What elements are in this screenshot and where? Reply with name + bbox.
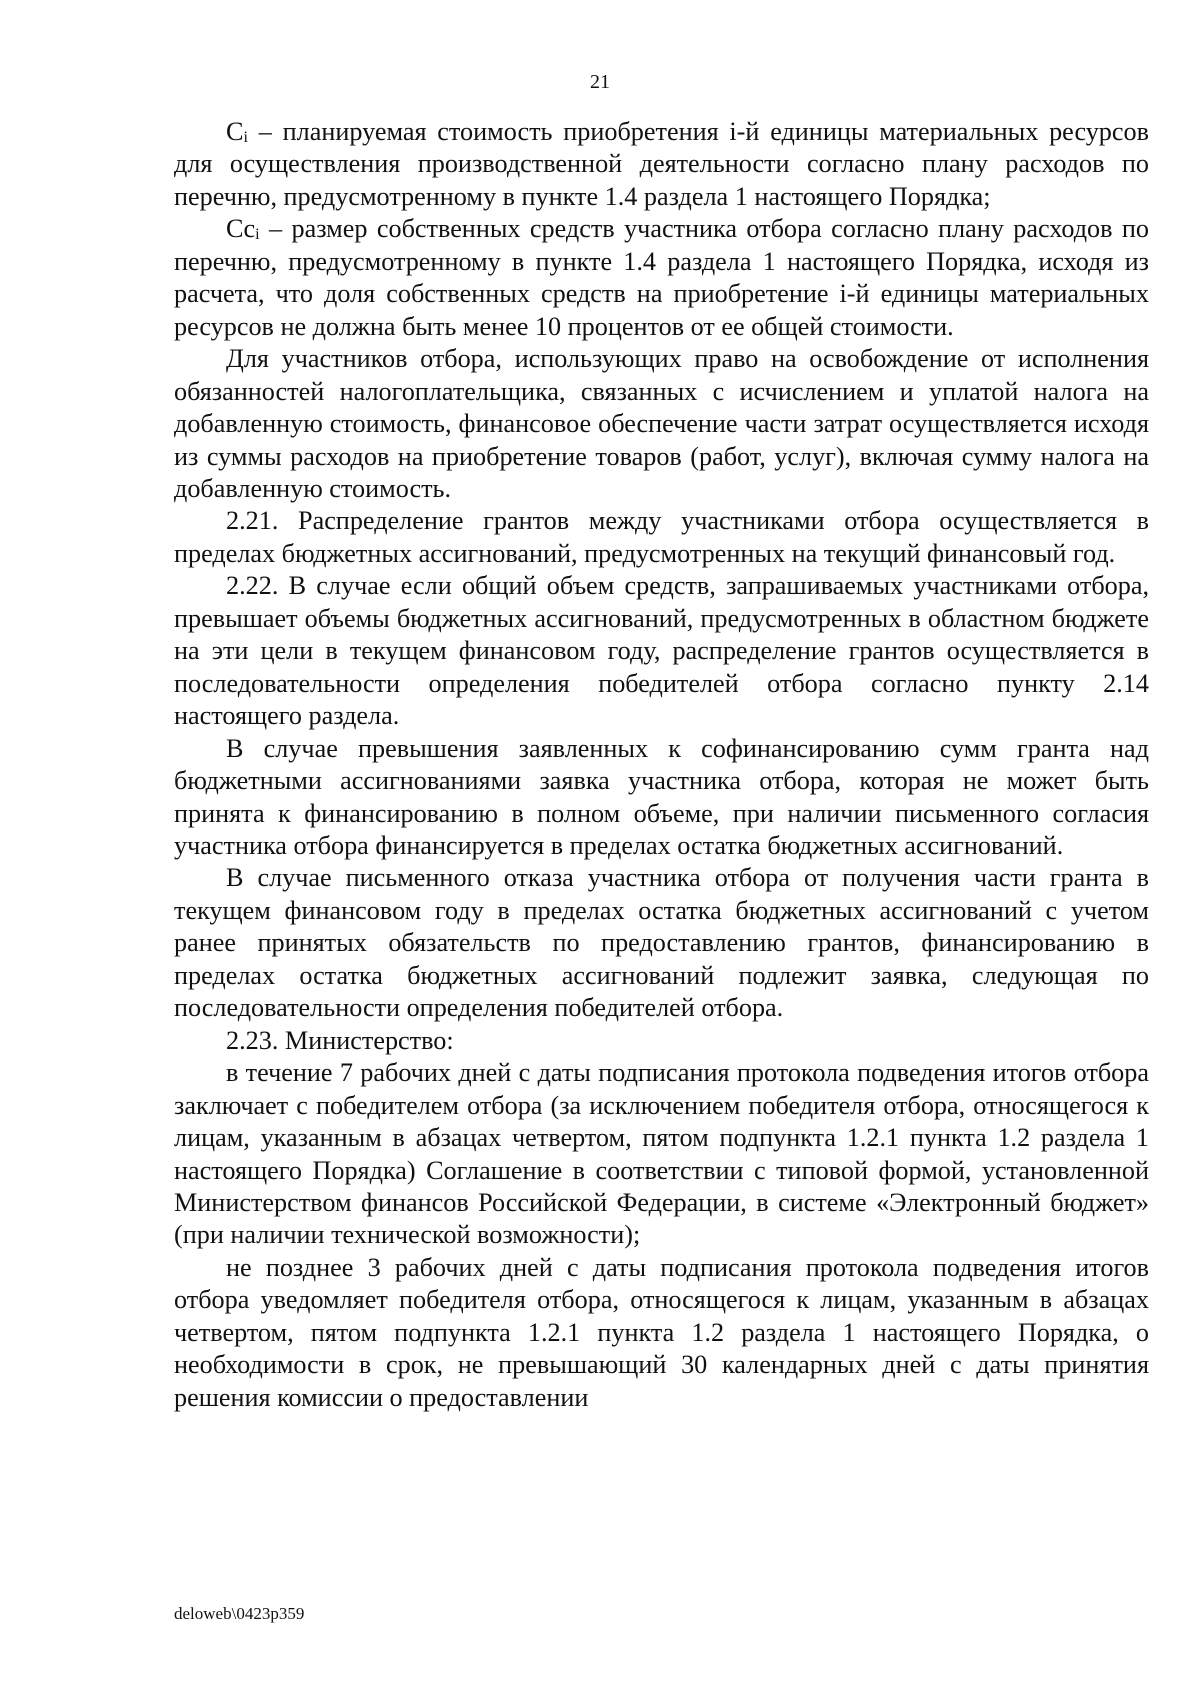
- variable-symbol: Cc: [226, 214, 256, 244]
- paragraph-written-refusal: В случае письменного отказа участника отбора от получения части гранта в текущем финансовом году в пределах остатка бюджетных ассигнований с учетом ранее принятых обязательств по предоставлению грантов, финансированию в пределах остатка бюджетных ассигнований подлежит заявка, следующая по последовательности определения победителей отбора.: [174, 863, 1149, 1023]
- paragraph-cci-definition: [174, 213, 1149, 343]
- paragraph-2-21: 2.21. Распределение грантов между участниками отбора осуществляется в пределах бюджетных ассигнований, предусмотренных на текущий финансовый год.: [174, 506, 1149, 568]
- paragraph-notify-3-days: не позднее 3 рабочих дней с даты подписания протокола подведения итогов отбора уведомляет победителя отбора, относящегося к лицам, указанным в абзацах четвертом, пятом подпункта 1.2.1 пункта 1.2 раздела 1 настоящего Порядка, о необходимости в срок, не превышающий 30 календарных дней с даты принятия решения комиссии о предоставлении: [174, 1252, 1149, 1412]
- paragraph-2-22: 2.22. В случае если общий объем средств, запрашиваемых участниками отбора, превышает объемы бюджетных ассигнований, предусмотренных в областном бюджете на эти цели в текущем финансовом году, распределение грантов осуществляется в последовательности определения победителей отбора согласно пункту 2.14 настоящего раздела.: [174, 571, 1149, 731]
- paragraph-text: – размер собственных средств участника отбора согласно плану расходов по перечню, предусмотренному в пункте 1.4 раздела 1 настоящего Порядка, исходя из расчета, что доля собственных средств на приобретение i-й единицы материальных ресурсов не должна быть менее 10 процентов от ее общей стоимости.: [174, 214, 1149, 341]
- paragraph-excess-cofinancing: В случае превышения заявленных к софинансированию сумм гранта над бюджетными ассигнованиями заявка участника отбора, которая не может быть принята к финансированию в полном объеме, при наличии письменного согласия участника отбора финансируется в пределах остатка бюджетных ассигнований.: [174, 733, 1149, 860]
- paragraph-ci-definition: [174, 116, 1149, 213]
- paragraph-agreement-7-days: в течение 7 рабочих дней с даты подписания протокола подведения итогов отбора заключает с победителем отбора (за исключением победителя отбора, относящегося к лицам, указанным в абзацах четвертом, пятом подпункта 1.2.1 пункта 1.2 раздела 1 настоящего Порядка) Соглашение в соответствии с типовой формой, установленной Министерством финансов Российской Федерации, в системе «Электронный бюджет» (при наличии технической возможности);: [174, 1058, 1149, 1250]
- variable-symbol: C: [226, 117, 244, 146]
- paragraph-text: – планируемая стоимость приобретения i-й единицы материальных ресурсов для осуществления производственной деятельности согласно плану расходов по перечню, предусмотренному в пункте 1.4 раздела 1 настоящего Порядка;: [174, 117, 1149, 211]
- page-number: 21: [590, 71, 610, 93]
- paragraph-2-23: 2.23. Министерство:: [226, 1025, 454, 1055]
- document-body: [174, 116, 1149, 1414]
- variable-subscript: i: [255, 225, 260, 244]
- document-footer-code: deloweb\0423p359: [174, 1604, 305, 1623]
- variable-subscript: i: [243, 127, 248, 146]
- paragraph-vat-exempt: Для участников отбора, использующих право на освобождение от исполнения обязанностей налогоплательщика, связанных с исчислением и уплатой налога на добавленную стоимость, финансовое обеспечение части затрат осуществляется исходя из суммы расходов на приобретение товаров (работ, услуг), включая сумму налога на добавленную стоимость.: [174, 344, 1149, 503]
